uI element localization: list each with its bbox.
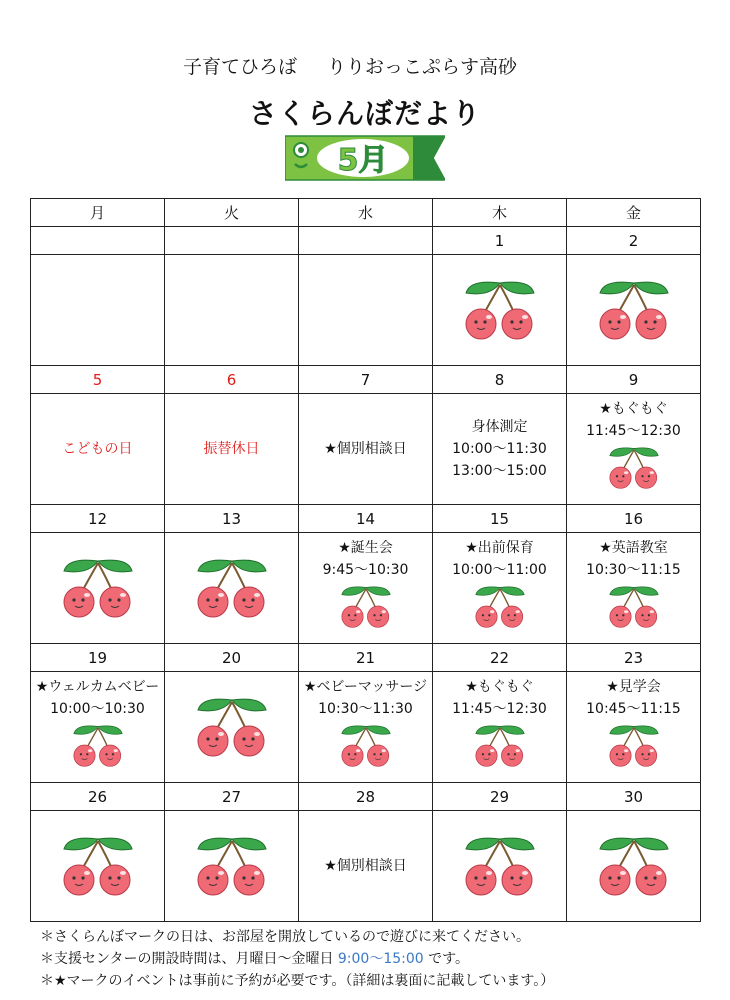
note-reservation: ＊★マークのイベントは事前に予約が必要です。（詳細は裏面に記載しています。） <box>40 973 555 989</box>
day-cell <box>299 255 433 366</box>
event-text <box>433 676 566 720</box>
org-name-left: 子育てひろば <box>182 56 297 78</box>
day-cell <box>165 533 299 644</box>
date-number: 29 <box>433 783 567 811</box>
day-cell <box>31 255 165 366</box>
date-number: 15 <box>433 505 567 533</box>
event-title: ★もぐもぐ <box>465 679 534 695</box>
event-text <box>299 438 432 460</box>
event-text <box>299 676 432 720</box>
cherry-icon <box>473 722 527 768</box>
date-number: 16 <box>567 505 701 533</box>
cherry-icon <box>462 833 538 897</box>
day-cell <box>433 394 567 505</box>
day-cell <box>31 811 165 922</box>
date-number: 21 <box>299 644 433 672</box>
month-label: 5月 <box>337 143 389 178</box>
event-time: 10:45～11:15 <box>586 701 681 717</box>
event-time: 9:45～10:30 <box>322 562 409 578</box>
day-cell <box>433 533 567 644</box>
cherry-icon <box>473 583 527 629</box>
event-time: 10:30～11:30 <box>318 701 413 717</box>
day-cell <box>165 255 299 366</box>
event-time: 11:45～12:30 <box>586 423 681 439</box>
cherry-icon <box>194 555 270 619</box>
event-text <box>567 537 700 581</box>
event-text <box>299 537 432 581</box>
org-name-right: りりおっこぷらす高砂 <box>327 56 518 78</box>
event-title: ★誕生会 <box>338 540 393 556</box>
day-cell <box>567 811 701 922</box>
weekday-mon: 月 <box>31 199 165 227</box>
date-number: 2 <box>567 227 701 255</box>
weekday-header-row <box>31 199 701 227</box>
cherry-icon <box>462 277 538 341</box>
cherry-icon <box>339 722 393 768</box>
day-cell <box>31 533 165 644</box>
cherry-icon <box>339 583 393 629</box>
cherry-icon <box>194 833 270 897</box>
day-cell <box>165 672 299 783</box>
weekday-thu: 木 <box>433 199 567 227</box>
date-number: 8 <box>433 366 567 394</box>
date-number: 14 <box>299 505 433 533</box>
date-number: 12 <box>31 505 165 533</box>
event-time: 10:00～11:30 <box>452 441 547 457</box>
event-row <box>31 255 701 366</box>
cherry-icon <box>596 277 672 341</box>
weekday-tue: 火 <box>165 199 299 227</box>
event-title: ★ベビーマッサージ <box>303 679 428 695</box>
date-number <box>165 227 299 255</box>
event-title: ★英語教室 <box>599 540 668 556</box>
cherry-icon <box>596 833 672 897</box>
day-cell <box>299 394 433 505</box>
event-row <box>31 811 701 922</box>
event-text <box>567 398 700 442</box>
date-number: 22 <box>433 644 567 672</box>
cherry-icon <box>60 555 136 619</box>
cherry-icon <box>607 444 661 490</box>
organization-name <box>0 52 700 79</box>
note-hours <box>40 948 554 970</box>
note-hours-prefix: ＊支援センターの開設時間は、月曜日～金曜日 <box>40 951 338 967</box>
cherry-icon <box>194 694 270 758</box>
event-text <box>299 855 432 877</box>
event-text <box>31 676 164 720</box>
date-number: 13 <box>165 505 299 533</box>
note-hours-suffix: です。 <box>423 951 470 967</box>
event-time: 10:00～10:30 <box>50 701 145 717</box>
date-number <box>31 227 165 255</box>
event-title: ★個別相談日 <box>324 441 407 457</box>
event-text <box>165 438 298 460</box>
event-title: ★見学会 <box>606 679 661 695</box>
event-title: 身体測定 <box>471 419 528 435</box>
event-title: ★もぐもぐ <box>599 401 668 417</box>
event-time: 11:45～12:30 <box>452 701 547 717</box>
event-title: こどもの日 <box>62 441 133 457</box>
date-number-row <box>31 644 701 672</box>
event-title: ★出前保育 <box>465 540 534 556</box>
newsletter-title: さくらんぼだより <box>248 97 481 130</box>
date-number: 20 <box>165 644 299 672</box>
event-text <box>567 676 700 720</box>
date-number: 6 <box>165 366 299 394</box>
notes <box>40 926 554 992</box>
day-cell <box>567 672 701 783</box>
date-number: 19 <box>31 644 165 672</box>
note-open-room: ＊さくらんぼマークの日は、お部屋を開放しているので遊びに来てください。 <box>40 929 530 945</box>
event-time: 10:00～11:00 <box>452 562 547 578</box>
event-time: 10:30～11:15 <box>586 562 681 578</box>
day-cell <box>31 672 165 783</box>
day-cell <box>31 394 165 505</box>
day-cell <box>165 811 299 922</box>
day-cell <box>433 255 567 366</box>
day-cell <box>567 533 701 644</box>
weekday-fri: 金 <box>567 199 701 227</box>
day-cell <box>433 811 567 922</box>
cherry-icon <box>607 583 661 629</box>
event-text <box>433 416 566 482</box>
day-cell <box>299 672 433 783</box>
calendar-table <box>30 198 701 922</box>
date-number: 26 <box>31 783 165 811</box>
event-row <box>31 672 701 783</box>
day-cell <box>299 533 433 644</box>
date-number-row <box>31 505 701 533</box>
cherry-icon <box>60 833 136 897</box>
date-number: 23 <box>567 644 701 672</box>
note-hours-time: 9:00～15:00 <box>337 951 424 967</box>
event-text <box>31 438 164 460</box>
day-cell <box>433 672 567 783</box>
cherry-icon <box>71 722 125 768</box>
date-number-row <box>31 366 701 394</box>
date-number: 27 <box>165 783 299 811</box>
event-time: 13:00～15:00 <box>452 463 547 479</box>
event-title: ★個別相談日 <box>324 858 407 874</box>
event-row <box>31 533 701 644</box>
event-title: 振替休日 <box>203 441 260 457</box>
date-number: 30 <box>567 783 701 811</box>
day-cell <box>299 811 433 922</box>
day-cell <box>567 255 701 366</box>
event-text <box>433 537 566 581</box>
event-row <box>31 394 701 505</box>
date-number <box>299 227 433 255</box>
weekday-wed: 水 <box>299 199 433 227</box>
date-number: 28 <box>299 783 433 811</box>
date-number: 1 <box>433 227 567 255</box>
date-number: 7 <box>299 366 433 394</box>
day-cell <box>165 394 299 505</box>
date-number-row <box>31 783 701 811</box>
cherry-icon <box>607 722 661 768</box>
day-cell <box>567 394 701 505</box>
date-number: 9 <box>567 366 701 394</box>
event-title: ★ウェルカムベビー <box>35 679 160 695</box>
date-number-row <box>31 227 701 255</box>
date-number: 5 <box>31 366 165 394</box>
month-banner <box>285 134 445 182</box>
